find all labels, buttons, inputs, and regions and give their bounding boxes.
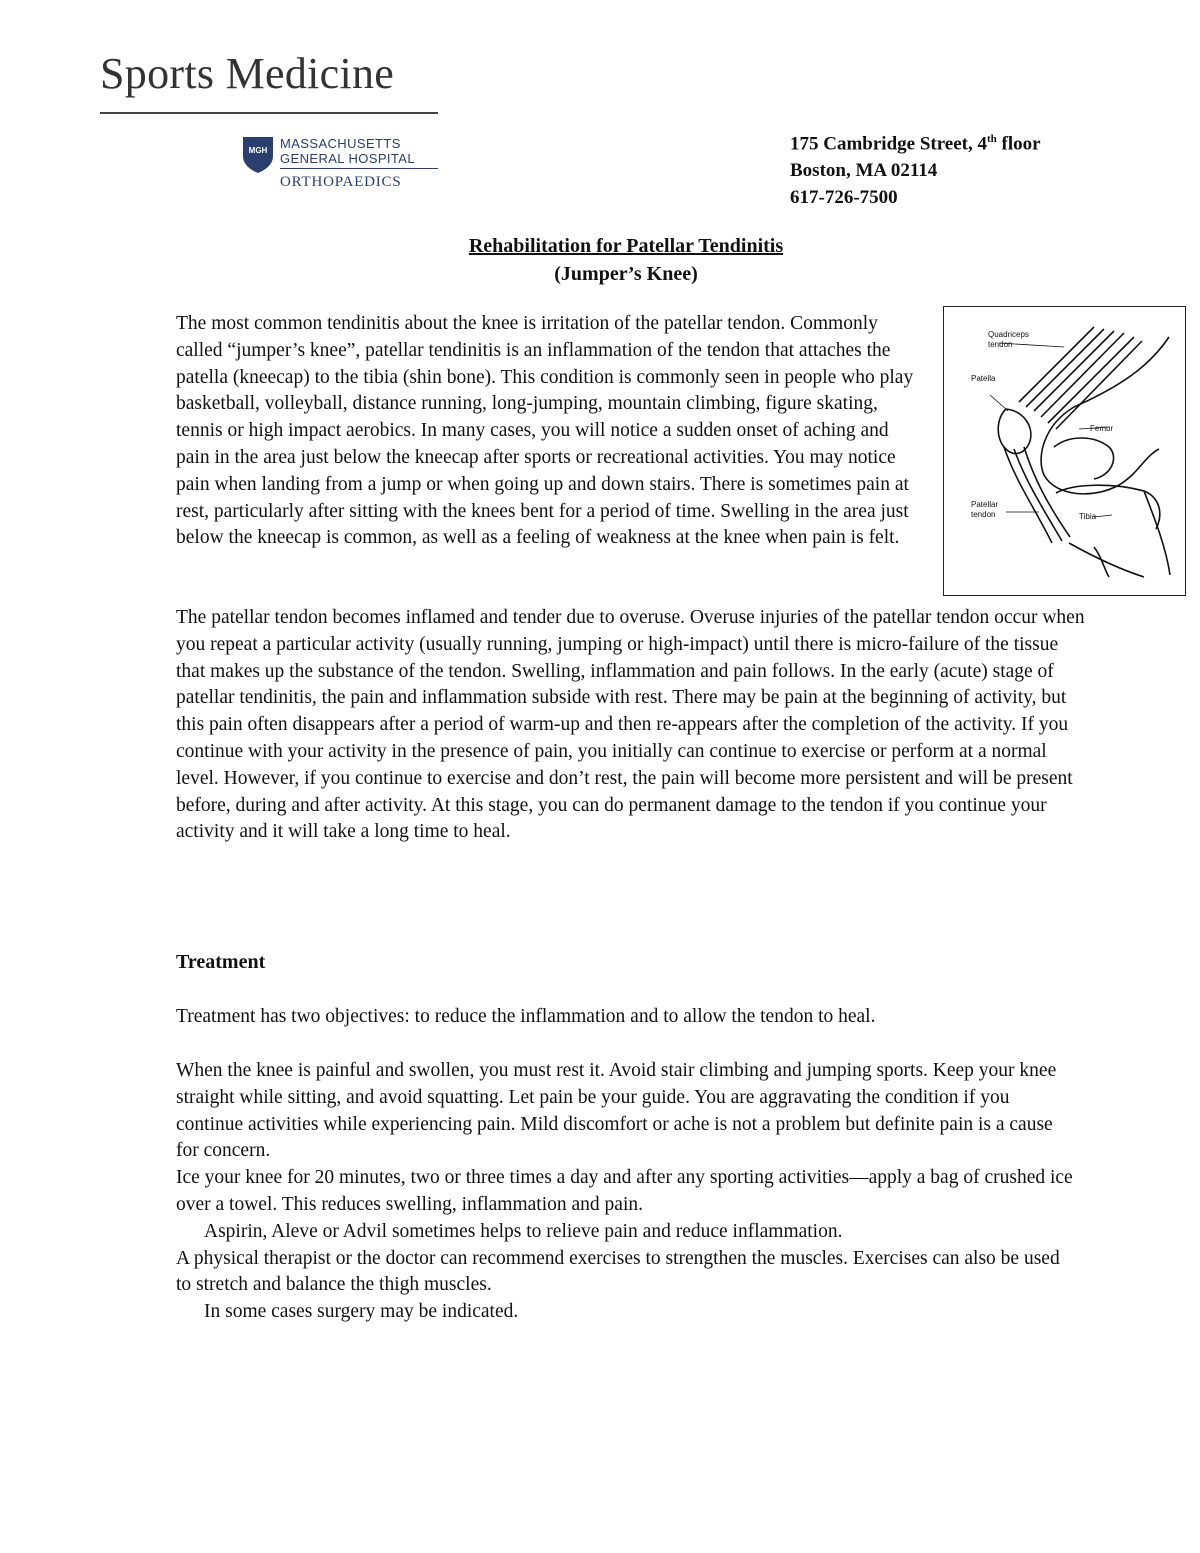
label-femur: Femur	[1090, 424, 1114, 433]
title-line: Rehabilitation for Patellar Tendinitis	[468, 235, 784, 257]
knee-diagram	[944, 307, 1185, 595]
logo-text-orthopaedics: ORTHOPAEDICS	[280, 174, 402, 190]
treatment-intro: Treatment has two objectives: to reduce the inflammation and to allow the tendon to heal.	[176, 1006, 876, 1027]
intro-paragraph: The most common tendinitis about the knee is irritation of the patellar tendon. Commonly called “jumper’s knee”, patellar tendinitis is an inflammation of the tendon that attaches the patella (kneecap) to the tibia (shin bone). This condition is commonly seen in people who play basketball, volleyball, distance running, long-jumping, mountain climbing, figure skating, tennis or high impact aerobics. In many cases, you will notice a sudden onset of aching and pain in the area just below the kneecap after sports or recreational activities. You may notice pain when landing from a jump or when going up and down stairs. There is sometimes pain at rest, particularly after sitting with the knees bent for a period of time. Swelling in the area just below the kneecap is common, as well as a feeling of weakness at the knee when pain is felt.	[176, 313, 914, 549]
treatment-item-surgery: In some cases surgery may be indicated.	[204, 1301, 519, 1323]
knee-anatomy-figure	[943, 306, 1186, 596]
address-city: Boston, MA 02114	[790, 160, 938, 182]
overuse-paragraph: The patellar tendon becomes inflamed and tender due to overuse. Overuse injuries of the patellar tendon occur when you repeat a particular activity (usually running, jumping or high-impact) until there is micro-failure of the tissue that makes up the substance of the tendon. Swelling, inflammation and pain follows. In the early (acute) stage of patellar tendinitis, the pain and inflammation subside with rest. There may be pain at the beginning of activity, but this pain often disappears after a period of warm-up and then re-appears after the completion of the activity. If you continue with your activity in the presence of pain, you initially can continue to exercise or perform at a normal level. However, if you continue to exercise and don’t rest, the pain will become more persistent and will be present before, during and after activity. At this stage, you can do permanent damage to the tendon if you continue your activity and it will take a long time to heal.	[176, 607, 1085, 843]
address-block	[790, 126, 1041, 211]
label-patellar-tendon: tendon	[971, 510, 996, 519]
treatment-heading: Treatment	[176, 951, 266, 973]
subtitle-line: (Jumper’s Knee)	[554, 263, 698, 285]
address-street: 175 Cambridge Street, 4th floor	[790, 133, 1041, 155]
document-title	[0, 232, 1200, 288]
treatment-list	[176, 1058, 1076, 1326]
address-phone: 617-726-7500	[790, 187, 898, 209]
header-divider	[100, 112, 438, 114]
logo-text-massachusetts: MASSACHUSETTS	[280, 136, 401, 151]
shield-icon	[242, 134, 274, 174]
label-patellar: Patellar	[971, 500, 999, 509]
label-tibia: Tibia	[1079, 512, 1097, 521]
shield-text: MGH	[248, 146, 268, 155]
logo-divider	[280, 168, 438, 169]
label-quadriceps: Quadriceps	[988, 330, 1029, 339]
treatment-item-ice: Ice your knee for 20 minutes, two or three times a day and after any sporting activities—apply a bag of crushed ice over a towel. This reduces swelling, inflammation and pain.	[176, 1167, 1073, 1215]
header-title: Sports Medicine	[100, 49, 395, 98]
logo-text-general-hospital: GENERAL HOSPITAL	[280, 151, 415, 166]
mgh-logo	[242, 134, 442, 194]
treatment-item-medication: Aspirin, Aleve or Advil sometimes helps to relieve pain and reduce inflammation.	[204, 1220, 843, 1242]
treatment-item-therapy: A physical therapist or the doctor can recommend exercises to strengthen the muscles. Exercises can also be used to stretch and balance the thigh muscles.	[176, 1247, 1060, 1296]
treatment-item-rest: When the knee is painful and swollen, you must rest it. Avoid stair climbing and jumping sports. Keep your knee straight while sitting, and avoid squatting. Let pain be your guide. You are aggravating the condition if you continue activities while experiencing pain. Mild discomfort or ache is not a problem but definite pain is a cause for concern.	[176, 1060, 1057, 1162]
label-quadriceps-tendon: tendon	[988, 340, 1013, 349]
label-patella: Patella	[971, 374, 996, 383]
